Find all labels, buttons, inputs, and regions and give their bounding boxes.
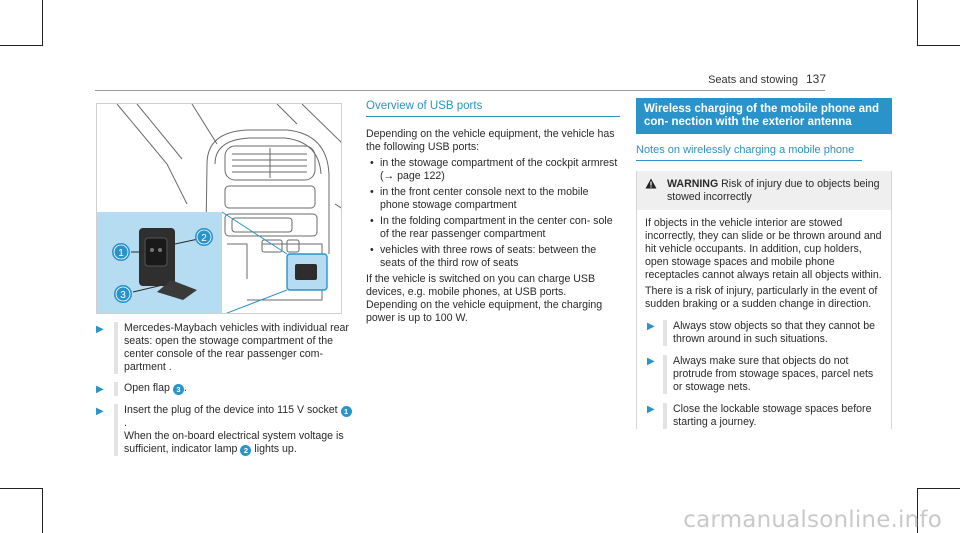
warning-label: WARNING [667,178,719,190]
usb-socket-illustration [96,103,342,314]
step-result: When the on‑board electrical system voltage is sufficient, indicator lamp 2 lights up. [124,430,344,455]
step-text: Always make sure that objects do not protrude from stowage spaces, parcel nets or stowage nets. [663,355,883,394]
intro-text: Depending on the vehicle equipment, the vehicle has the following USB ports: [366,128,615,153]
list-item: • in the front center console next to the mobile phone stowage compartment [366,186,620,212]
warning-triangle-icon [645,178,667,204]
crop-mark [917,0,918,46]
list-item: • in the stowage compartment of the cockpit armrest (→ page 122) [366,157,620,183]
step-arrow-icon: ▶ [96,324,104,335]
warning-step [645,355,883,394]
rear-console-drawing [97,104,342,314]
usb-overview-section [366,100,620,328]
instruction-step [96,322,352,374]
warning-paragraph: If objects in the vehicle interior are stowed incorrectly, they can slide or be thrown around and hit vehicle occupants. In addition, cup holders, open stowage spaces and mobile phone receptacles cannot always retain all objects within. [645,217,882,281]
warning-header [637,171,891,210]
section-subtitle: Notes on wirelessly charging a mobile phone [636,144,862,161]
step-text: Open flap 3 . [124,382,187,394]
step-arrow-icon: ▶ [96,384,104,395]
step-arrow-icon: ▶ [647,321,655,332]
step-arrow-icon: ▶ [96,406,104,417]
instruction-steps [96,322,352,464]
watermark: carmanualsonline.info [683,507,942,533]
step-text: Mercedes‑Maybach vehicles with individual rear seats: open the stowage compartment of the center console of the rear passenger com‑ partment . [124,322,349,373]
list-item: • In the folding compartment in the center con‑ sole of the rear passenger compartment [366,215,620,241]
section-name: Seats and stowing [708,74,798,86]
section-title: Overview of USB ports [366,100,620,117]
callout-badge: 1 [341,406,352,417]
step-text: Insert the plug of the device into 115 V socket 1. [124,404,352,430]
instruction-step [96,404,352,456]
instruction-step [96,382,352,396]
step-text: Close the lockable stowage spaces before starting a journey. [663,403,883,429]
callout-3 [114,285,132,303]
warning-step [645,320,883,346]
crop-mark [918,488,960,489]
callout-badge: 2 [240,445,251,456]
callout-1 [112,243,130,261]
svg-text:1: 1 [118,248,124,259]
page-number: 137 [805,72,826,86]
outro-text: If the vehicle is switched on you can charge USB devices, e.g. mobile phones, at USB ports. Depending on the vehicle equipment, the charging power is up to 100 W. [366,273,603,324]
callout-2 [195,228,213,246]
crop-mark [0,488,42,489]
step-arrow-icon: ▶ [647,356,655,367]
page-header [708,73,826,87]
crop-mark [42,488,43,533]
step-text: Always stow objects so that they cannot be thrown around in such situations. [663,320,883,346]
svg-text:3: 3 [120,290,126,301]
warning-text: Risk of injury due to objects being stowed incorrectly [667,178,880,203]
list-item: • vehicles with three rows of seats: between the seats of the third row of seats [366,244,620,270]
crop-mark [0,45,42,46]
crop-mark [918,45,960,46]
warning-step [645,403,883,429]
header-rule [95,90,825,91]
wireless-charging-section [636,98,892,429]
crop-mark [42,0,43,46]
step-arrow-icon: ▶ [647,404,655,415]
svg-text:2: 2 [201,233,207,244]
chapter-banner: Wireless charging of the mobile phone and con‑ nection with the exterior antenna [636,98,892,134]
callout-badge: 3 [173,384,184,395]
warning-box [636,171,892,429]
usb-port-list [366,157,620,270]
warning-paragraph: There is a risk of injury, particularly in the event of sudden braking or a sudden change in direction. [645,285,878,310]
